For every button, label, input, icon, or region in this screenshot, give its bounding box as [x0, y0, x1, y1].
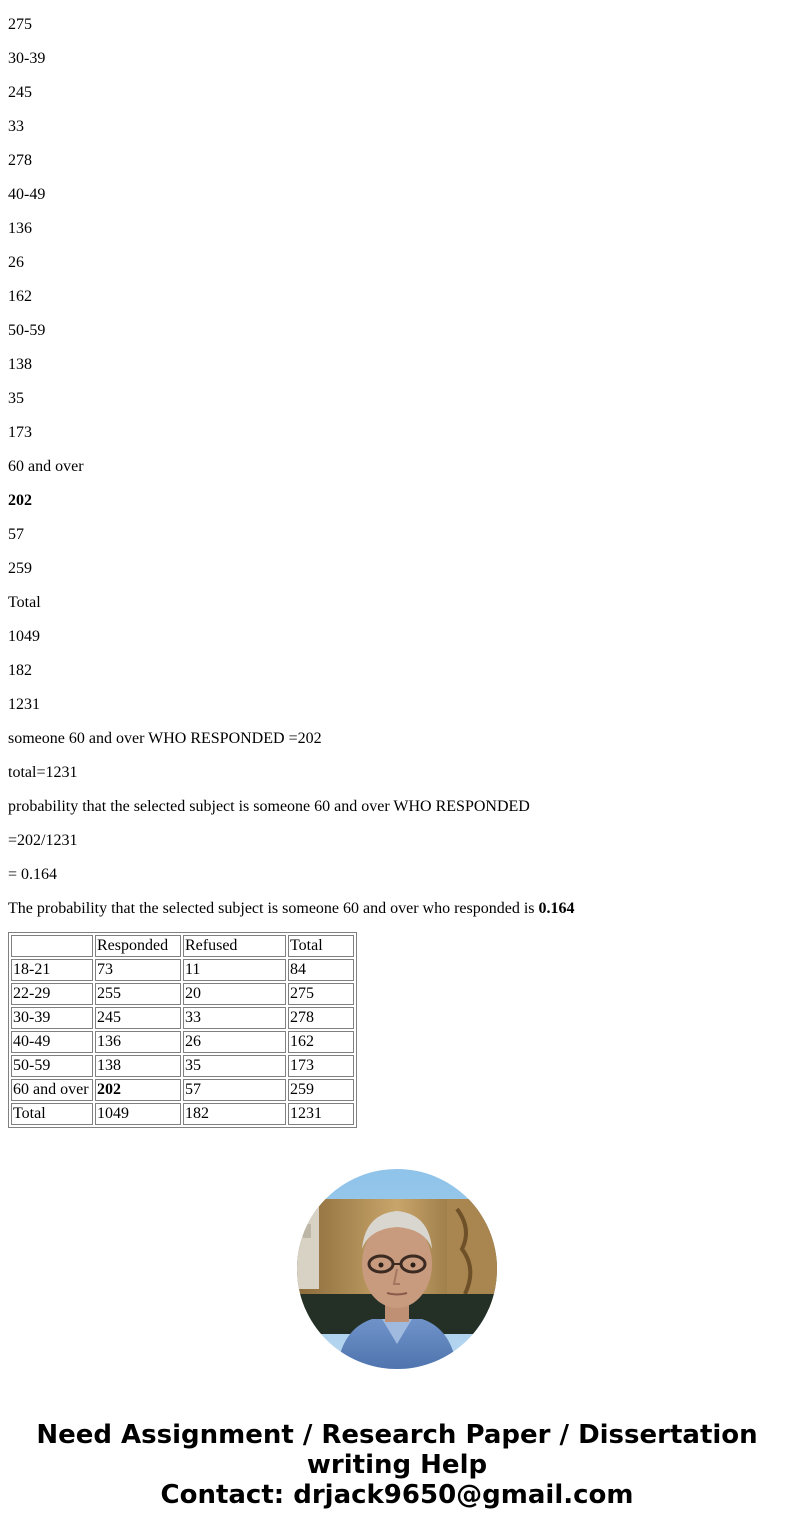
header-cell: [11, 935, 93, 957]
table-cell: 1231: [288, 1103, 354, 1125]
table-row: [11, 1031, 354, 1053]
calc-fraction: =202/1231: [8, 832, 78, 849]
text-line-bold: 202: [8, 492, 32, 509]
calc-total: total=1231: [8, 764, 78, 781]
text-line: 173: [8, 424, 32, 441]
table-cell: 33: [183, 1007, 286, 1029]
table-cell: 162: [288, 1031, 354, 1053]
text-line: 30-39: [8, 50, 46, 67]
text-line: 162: [8, 288, 32, 305]
text-line: 275: [8, 16, 32, 33]
table-row: [11, 959, 354, 981]
table-cell-highlight: 202: [95, 1079, 181, 1101]
promo-line: writing Help: [306, 1450, 488, 1480]
conclusion: [8, 900, 786, 918]
header-cell: Refused: [183, 935, 286, 957]
text-line: 1049: [8, 628, 40, 645]
table-cell: 22-29: [11, 983, 93, 1005]
table-cell: 18-21: [11, 959, 93, 981]
table-cell: 73: [95, 959, 181, 981]
text-line: 259: [8, 560, 32, 577]
table-cell: 182: [183, 1103, 286, 1125]
conclusion-value: 0.164: [538, 900, 575, 917]
text-line: 35: [8, 390, 24, 407]
table-cell: 136: [95, 1031, 181, 1053]
calc-result: = 0.164: [8, 866, 58, 883]
text-line: 40-49: [8, 186, 46, 203]
text-line: Total: [8, 594, 41, 611]
table-cell: 11: [183, 959, 286, 981]
conclusion-text: The probability that the selected subject is someone 60 and over who responded is: [8, 900, 539, 917]
table-row: [11, 1007, 354, 1029]
table-cell: 30-39: [11, 1007, 93, 1029]
table-cell: 40-49: [11, 1031, 93, 1053]
solution-content: [0, 16, 794, 1128]
response-table: [8, 932, 357, 1128]
text-line: 138: [8, 356, 32, 373]
table-cell: 278: [288, 1007, 354, 1029]
table-cell: 255: [95, 983, 181, 1005]
text-line: 1231: [8, 696, 40, 713]
text-line: 33: [8, 118, 24, 135]
text-line: 245: [8, 84, 32, 101]
table-row: [11, 983, 354, 1005]
text-line: 60 and over: [8, 458, 84, 475]
promo-line: Need Assignment / Research Paper / Dissertation: [36, 1420, 758, 1450]
table-cell: 1049: [95, 1103, 181, 1125]
table-cell: 35: [183, 1055, 286, 1077]
table-row: [11, 1079, 354, 1101]
text-line: 182: [8, 662, 32, 679]
table-cell: 138: [95, 1055, 181, 1077]
header-cell: Responded: [95, 935, 181, 957]
table-cell: 50-59: [11, 1055, 93, 1077]
table-cell: 20: [183, 983, 286, 1005]
promo-banner: [0, 1420, 794, 1510]
author-avatar: [297, 1169, 497, 1369]
text-line: 57: [8, 526, 24, 543]
table-cell: 57: [183, 1079, 286, 1101]
table-cell: 245: [95, 1007, 181, 1029]
header-cell: Total: [288, 935, 354, 957]
text-line: 26: [8, 254, 24, 271]
table-cell: 26: [183, 1031, 286, 1053]
table-cell: 259: [288, 1079, 354, 1101]
author-photo-icon: [297, 1169, 497, 1369]
promo-contact: Contact: drjack9650@gmail.com: [160, 1480, 634, 1510]
calc-question: probability that the selected subject is someone 60 and over WHO RESPONDED: [8, 798, 530, 815]
table-cell: 173: [288, 1055, 354, 1077]
table-cell: 60 and over: [11, 1079, 93, 1101]
table-cell: 275: [288, 983, 354, 1005]
text-line: 136: [8, 220, 32, 237]
table-cell: 84: [288, 959, 354, 981]
table-row: [11, 1055, 354, 1077]
table-cell: Total: [11, 1103, 93, 1125]
text-line: 50-59: [8, 322, 46, 339]
text-line: 278: [8, 152, 32, 169]
table-row: [11, 1103, 354, 1125]
table-header-row: [11, 935, 354, 957]
calc-responded-60: someone 60 and over WHO RESPONDED =202: [8, 730, 322, 747]
